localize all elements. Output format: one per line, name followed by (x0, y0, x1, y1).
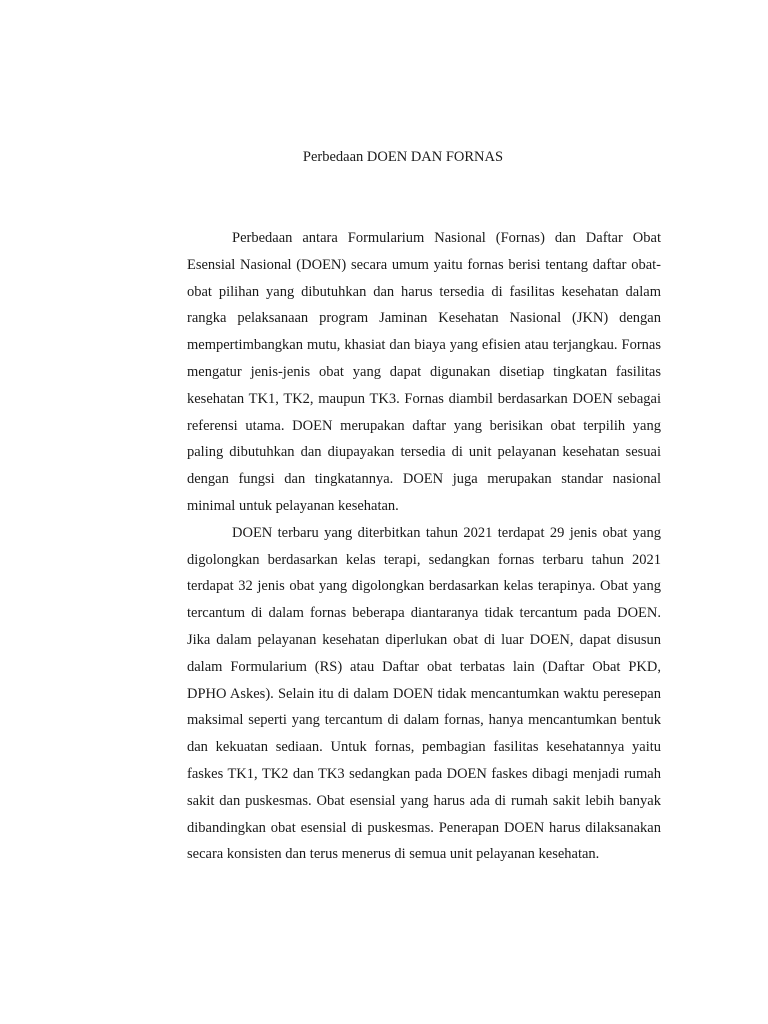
document-title: Perbedaan DOEN DAN FORNAS (302, 149, 504, 165)
paragraph-2: DOEN terbaru yang diterbitkan tahun 2021 terdapat 29 jenis obat yang digolongkan berdasarkan kelas terapi, sedangkan fornas terbaru tahun 2021 terdapat 32 jenis obat yang digolongkan berdasarkan kelas terapinya. Obat yang tercantum di dalam fornas beberapa diantaranya tidak tercantum pada DOEN. Jika dalam pelayanan kesehatan diperlukan obat di luar DOEN, dapat disusun dalam Formularium (RS) atau Daftar obat terbatas lain (Daftar Obat PKD, DPHO Askes). Selain itu di dalam DOEN tidak mencantumkan waktu peresepan maksimal seperti yang tercantum di dalam fornas, hanya mencantumkan bentuk dan kekuatan sediaan. Untuk fornas, pembagian fasilitas kesehatannya yaitu faskes TK1, TK2 dan TK3 sedangkan pada DOEN faskes dibagi menjadi rumah sakit dan puskesmas. Obat esensial yang harus ada di rumah sakit lebih banyak dibandingkan obat esensial di puskesmas. Penerapan DOEN harus dilaksanakan secara konsisten dan terus menerus di semua unit pelayanan kesehatan. (187, 524, 661, 863)
paragraph-1: Perbedaan antara Formularium Nasional (Fornas) dan Daftar Obat Esensial Nasional (DOEN) secara umum yaitu fornas berisi tentang daftar obat-obat pilihan yang dibutuhkan dan harus tersedia di fasilitas kesehatan dalam rangka pelaksanaan program Jaminan Kesehatan Nasional (JKN) dengan mempertimbangkan mutu, khasiat dan biaya yang efisien atau terjangkau. Fornas mengatur jenis-jenis obat yang dapat digunakan disetiap tingkatan fasilitas kesehatan TK1, TK2, maupun TK3. Fornas diambil berdasarkan DOEN sebagai referensi utama. DOEN merupakan daftar yang berisikan obat terpilih yang paling dibutuhkan dan diupayakan tersedia di unit pelayanan kesehatan sesuai dengan fungsi dan tingkatannya. DOEN juga merupakan standar nasional minimal untuk pelayanan kesehatan. (187, 230, 661, 514)
document-body (187, 225, 661, 868)
